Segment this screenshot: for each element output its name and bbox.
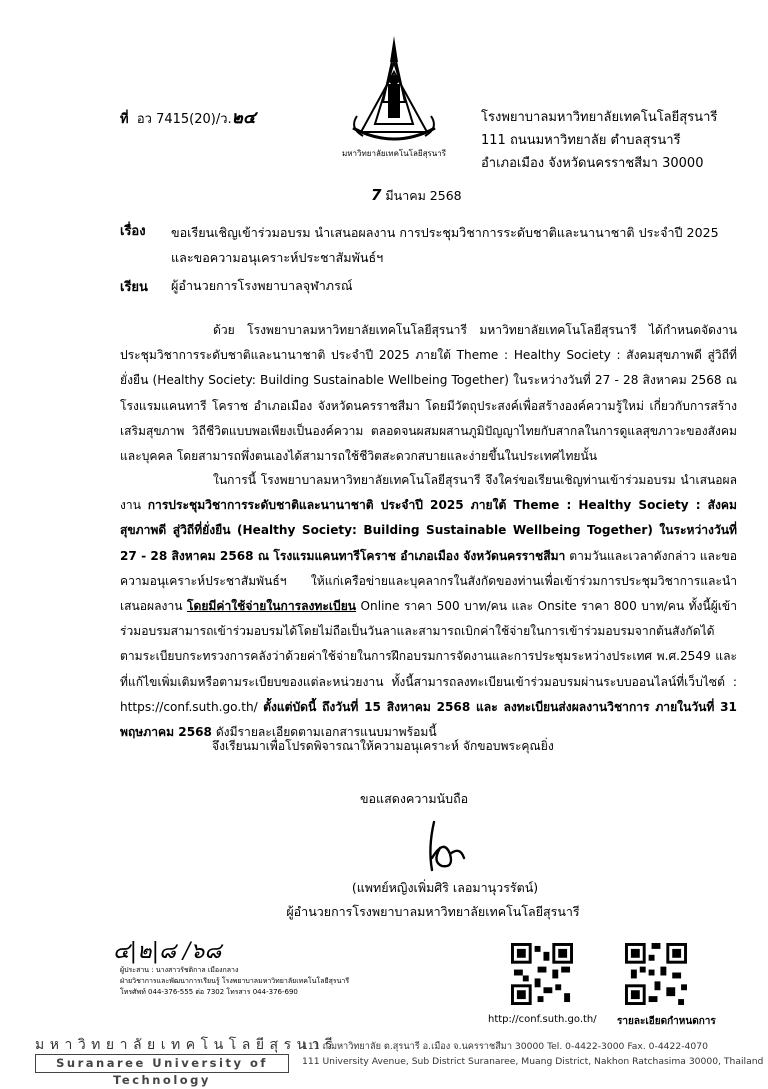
university-logo — [335, 32, 453, 160]
paragraph-2-fee-label: โดยมีค่าใช้จ่ายในการลงทะเบียน — [186, 599, 357, 614]
paragraph-2-request: ตามวันและเวลาดังกล่าว และขอความอนุเคราะห์ประชาสัมพันธ์ฯ ให้แก่เครือข่ายและบุคลากรในสังกัดของท่านเพื่อเข้าร่วมการประชุมวิชาการและนำเสนอผลงาน — [120, 548, 737, 614]
signatory-name: (แพทย์หญิงเพิ่มศิริ เลอมานุวรรัตน์) — [351, 880, 539, 895]
handwritten-signature — [414, 818, 474, 876]
paragraph-2-attachment: ดังมีรายละเอียดตามเอกสารแนบมาพร้อมนี้ — [211, 725, 437, 740]
recipient-text: ผู้อำนวยการโรงพยาบาลจุฬาภรณ์ — [171, 278, 353, 293]
document-date — [371, 186, 462, 206]
qr-code-conference-site — [511, 943, 573, 1005]
logo-text: มหาวิทยาลัยเทคโนโลยีสุรนารี — [341, 149, 447, 158]
address-line: อำเภอเมือง จังหวัดนครราชสีมา 30000 — [481, 156, 704, 171]
paragraph-2-intro: ในการนี้ โรงพยาบาลมหาวิทยาลัยเทคโนโลยีสุรนารี จึงใคร่ขอเรียนเชิญท่านเข้าร่วมอบรม นำเสนอผลงาน — [120, 473, 737, 513]
address-line: 111 ถนนมหาวิทยาลัย ตำบลสุรนารี — [481, 133, 681, 148]
paragraph-2-deadlines: ตั้งแต่บัดนี้ ถึงวันที่ 15 สิงหาคม 2568 และ ลงทะเบียนส่งผลงานวิชาการ ภายในวันที่ 31 พฤษภาคม 2568 — [120, 699, 737, 740]
footer-address — [302, 1039, 763, 1069]
body-paragraph-3: จึงเรียนมาเพื่อโปรดพิจารณาให้ความอนุเคราะห์ จักขอบพระคุณยิ่ง — [212, 739, 554, 753]
body-paragraph-2 — [120, 468, 737, 745]
date-day-handwritten: 7 — [371, 186, 382, 204]
subject-text: ขอเรียนเชิญเข้าร่วมอบรม นำเสนอผลงาน การประชุมวิชาการระดับชาติและนานาชาติ ประจำปี 2025 และขอความอนุเคราะห์ประชาสัมพันธ์ฯ — [171, 225, 719, 265]
recipient-label: เรียน — [120, 280, 148, 295]
coordinator-info — [120, 965, 349, 998]
doc-no-label: ที่ — [120, 112, 129, 127]
footer-address-en: 111 University Avenue, Sub District Suranaree, Muang District, Nakhon Ratchasima 30000, Thailand — [302, 1056, 764, 1067]
date-month-year: มีนาคม 2568 — [381, 188, 462, 203]
handwritten-reference-number: ๔|๒|๘ /๖๘ — [113, 939, 222, 964]
footer-university-name-en: Suranaree University of Technology — [35, 1054, 289, 1073]
body-paragraph-1 — [120, 318, 737, 469]
signatory-title: ผู้อำนวยการโรงพยาบาลมหาวิทยาลัยเทคโนโลยีสุรนารี — [286, 904, 580, 919]
closing-salutation: ขอแสดงความนับถือ — [360, 791, 469, 806]
address-line: โรงพยาบาลมหาวิทยาลัยเทคโนโลยีสุรนารี — [481, 110, 718, 125]
sender-address — [481, 106, 717, 175]
document-number — [120, 104, 256, 131]
qr-caption-schedule: รายละเอียดกำหนดการ — [617, 1016, 716, 1027]
paragraph-1-text: ด้วย โรงพยาบาลมหาวิทยาลัยเทคโนโลยีสุรนารี มหาวิทยาลัยเทคโนโลยีสุรนารี ได้กำหนดจัดงานประชุมวิชาการระดับชาติและนานาชาติ ประจำปี 2025 ภายใต้ Theme : Healthy Society : สังคมสุขภาพดี สู่วิถีที่ยั่งยืน (Healthy Society: Building Sustainable Wellbeing Together) ในระหว่างวันที่ 27 - 28 สิงหาคม 2568 ณ โรงแรมแคนทารี โคราช อำเภอเมือง จังหวัดนครราชสีมา โดยมีวัตถุประสงค์เพื่อสร้างองค์ความรู้ใหม่ เกี่ยวกับการสร้างเสริมสุขภาพ วิถีชีวิตแบบพอเพียงเป็นองค์ความ ตลอดจนผสมผสานภูมิปัญญาไทยกับสากลในการดูแลสุขภาวะของสังคมและบุคคล โดยสามารถพึ่งตนเองได้สามารถใช้ชีวิตสะดวกสบายและง่ายขึ้นในประเทศไทยนั้น — [120, 323, 737, 464]
subject-label: เรื่อง — [120, 224, 146, 239]
doc-no-value: อว 7415(20)/ว. — [136, 112, 232, 127]
paragraph-2-fee-detail: Online ราคา 500 บาท/คน และ Onsite ราคา 800 บาท/คน ทั้งนี้ผู้เข้าร่วมอบรมสามารถเข้าร่วมอบรมได้โดยไม่ถือเป็นวันลาและสามารถเบิกค่าใช้จ่ายในการเข้าร่วมอบรมจากต้นสังกัดได้ตามระเบียบกระทรวงการคลังว่าด้วยค่าใช้จ่ายในการฝึกอบรมการจัดงานและการประชุมระหว่างประเทศ พ.ศ.2549 และที่แก้ไขเพิ่มเติมหรือตามระเบียบของแต่ละหน่วยงาน ทั้งนี้สามารถลงทะเบียนเข้าร่วมอบรมผ่านระบบออนไลน์ที่เว็บไซต์ : https://conf.suth.go.th/ — [120, 599, 737, 714]
footer-university-name-th: มหาวิทยาลัยเทคโนโลยีสุรนารี — [35, 1037, 339, 1053]
qr-code-schedule-details — [625, 943, 687, 1005]
doc-no-handwritten: ๒๔ — [231, 108, 256, 128]
coordinator-line: ผู้ประสาน : นางสาวรัชติกาล เมืองกลาง — [120, 966, 239, 974]
paragraph-2-event: การประชุมวิชาการระดับชาติและนานาชาติ ประจำปี 2025 ภายใต้ Theme : Healthy Society : สังคมสุขภาพดี สู่วิถีที่ยั่งยืน (Healthy Society: Building Sustainable Wellbeing Together) ในระหว่างวันที่ 27 - 28 สิงหาคม 2568 ณ โรงแรมแคนทารีโคราช อำเภอเมือง จังหวัดนครราชสีมา — [120, 498, 737, 563]
coordinator-line: โทรศัพท์ 044-376-555 ต่อ 7302 โทรสาร 044-376-690 — [120, 988, 298, 996]
coordinator-line: ฝ่ายวิชาการและพัฒนาการเรียนรู้ โรงพยาบาลมหาวิทยาลัยเทคโนโลยีสุรนารี — [120, 977, 350, 985]
footer-address-th: 111 ถ.มหาวิทยาลัย ต.สุรนารี อ.เมือง จ.นครราชสีมา 30000 Tel. 0-4422-3000 Fax. 0-4422-4070 — [302, 1041, 708, 1052]
qr-caption-conference-url[interactable]: http://conf.suth.go.th/ — [488, 1014, 597, 1025]
